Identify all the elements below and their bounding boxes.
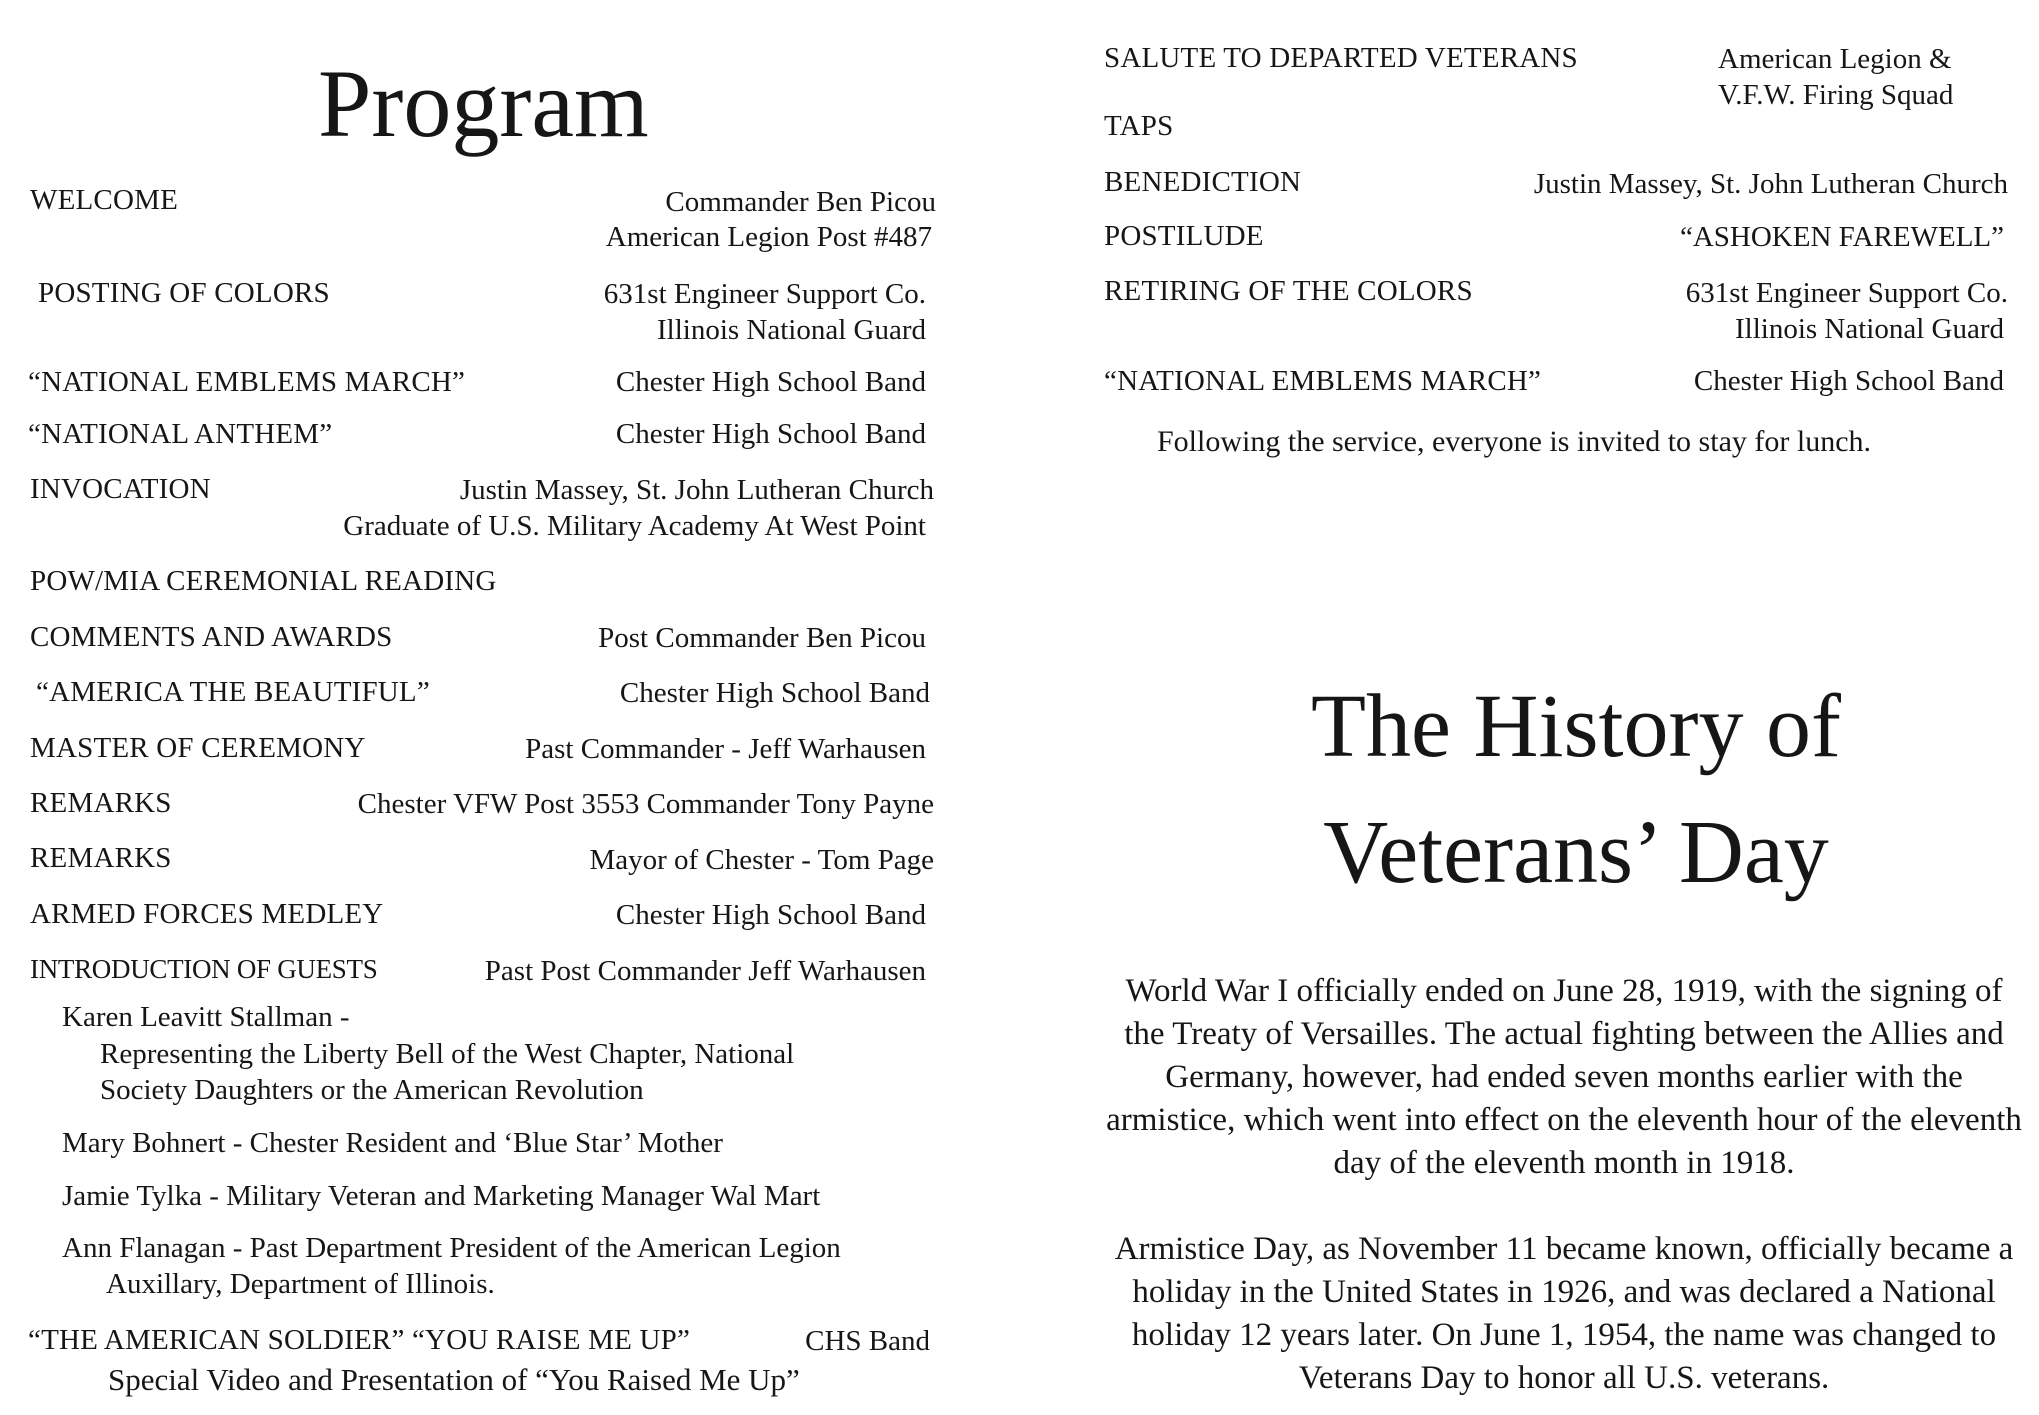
program-item-value: Commander Ben Picou bbox=[665, 186, 936, 218]
history-title-line2: Veterans’ Day bbox=[1323, 803, 1829, 902]
program-item-label: COMMENTS AND AWARDS bbox=[30, 621, 393, 653]
program-item-label: ARMED FORCES MEDLEY bbox=[30, 898, 384, 930]
program-item-label: INTRODUCTION OF GUESTS bbox=[30, 954, 378, 984]
program-item-value: American Legion & bbox=[1718, 43, 1952, 75]
program-item-label: TAPS bbox=[1104, 110, 1174, 142]
program-item-value: Justin Massey, St. John Lutheran Church bbox=[1533, 168, 2008, 200]
program-item-value: Past Commander - Jeff Warhausen bbox=[525, 733, 926, 765]
history-title-line1: The History of bbox=[1311, 677, 1841, 776]
program-item-value: Illinois National Guard bbox=[1734, 313, 2004, 345]
program-item-label: REMARKS bbox=[30, 842, 172, 874]
program-title: Program bbox=[318, 50, 649, 157]
program-item-value: Chester High School Band bbox=[1693, 365, 2004, 397]
program-item-subtitle: Special Video and Presentation of “You Raised Me Up” bbox=[108, 1362, 800, 1397]
program-item-value: Chester VFW Post 3553 Commander Tony Payne bbox=[357, 788, 934, 820]
program-item-label: POW/MIA CEREMONIAL READING bbox=[30, 565, 497, 597]
program-item-label: SALUTE TO DEPARTED VETERANS bbox=[1104, 42, 1578, 74]
program-item-value: V.F.W. Firing Squad bbox=[1718, 79, 1954, 111]
guest-name: Jamie Tylka - Military Veteran and Marketing Manager Wal Mart bbox=[62, 1180, 821, 1212]
lunch-note: Following the service, everyone is invited to stay for lunch. bbox=[1157, 425, 1872, 458]
program-item-value: Illinois National Guard bbox=[656, 314, 926, 346]
program-item-value: Chester High School Band bbox=[615, 366, 926, 398]
program-item-label: “NATIONAL EMBLEMS MARCH” bbox=[1104, 365, 1542, 397]
program-item-label: BENEDICTION bbox=[1104, 166, 1302, 198]
program-item-label: “NATIONAL EMBLEMS MARCH” bbox=[28, 366, 466, 398]
guest-name: Mary Bohnert - Chester Resident and ‘Blue Star’ Mother bbox=[62, 1127, 723, 1159]
program-item-label: “NATIONAL ANTHEM” bbox=[28, 418, 333, 450]
program-item-label: “AMERICA THE BEAUTIFUL” bbox=[36, 676, 430, 708]
program-item-value: Chester High School Band bbox=[615, 899, 926, 931]
program-item-value: Chester High School Band bbox=[619, 677, 930, 709]
guest-detail: Representing the Liberty Bell of the West Chapter, National bbox=[100, 1038, 795, 1070]
program-item-label: RETIRING OF THE COLORS bbox=[1104, 275, 1473, 307]
program-item-value: Graduate of U.S. Military Academy At West Point bbox=[343, 510, 926, 542]
program-item-value: American Legion Post #487 bbox=[605, 221, 932, 253]
program-item-value: 631st Engineer Support Co. bbox=[603, 278, 926, 310]
program-item-value: Post Commander Ben Picou bbox=[598, 622, 926, 654]
program-item-value: Justin Massey, St. John Lutheran Church bbox=[459, 474, 934, 506]
program-item-label: MASTER OF CEREMONY bbox=[30, 732, 366, 764]
program-item-value: Chester High School Band bbox=[615, 418, 926, 450]
guest-name: Ann Flanagan - Past Department President of the American Legion bbox=[62, 1232, 841, 1264]
program-item-label: POSTILUDE bbox=[1104, 220, 1264, 252]
program-item-value: Past Post Commander Jeff Warhausen bbox=[484, 955, 926, 987]
program-item-label: REMARKS bbox=[30, 787, 172, 819]
guest-detail: Society Daughters or the American Revolution bbox=[100, 1074, 644, 1106]
program-item-label: INVOCATION bbox=[30, 473, 211, 505]
program-item-value: “ASHOKEN FAREWELL” bbox=[1679, 221, 2004, 253]
program-item-label: POSTING OF COLORS bbox=[38, 277, 330, 309]
program-item-value: 631st Engineer Support Co. bbox=[1685, 277, 2008, 309]
program-item-label: “THE AMERICAN SOLDIER” “YOU RAISE ME UP” bbox=[28, 1324, 691, 1356]
program-item-label: WELCOME bbox=[30, 184, 178, 216]
history-paragraph-2: Armistice Day, as November 11 became known, officially became a holiday in the United States in 1926, and was declared a National holiday 12 years later. On June 1, 1954, the name was changed to Veterans Day to honor all U.S. veterans. bbox=[1114, 1231, 2014, 1396]
guest-name: Karen Leavitt Stallman - bbox=[62, 1001, 350, 1033]
history-paragraph-1: World War I officially ended on June 28, 1919, with the signing of the Treaty of Versailles. The actual fighting between the Allies and Germany, however, had ended seven months earlier with the armistice, which went into effect on the eleventh hour of the eleventh day of the eleventh month in 1918. bbox=[1106, 973, 2022, 1181]
program-item-value: Mayor of Chester - Tom Page bbox=[589, 844, 934, 876]
guest-detail: Auxillary, Department of Illinois. bbox=[106, 1268, 495, 1300]
program-item-value: CHS Band bbox=[805, 1325, 930, 1357]
